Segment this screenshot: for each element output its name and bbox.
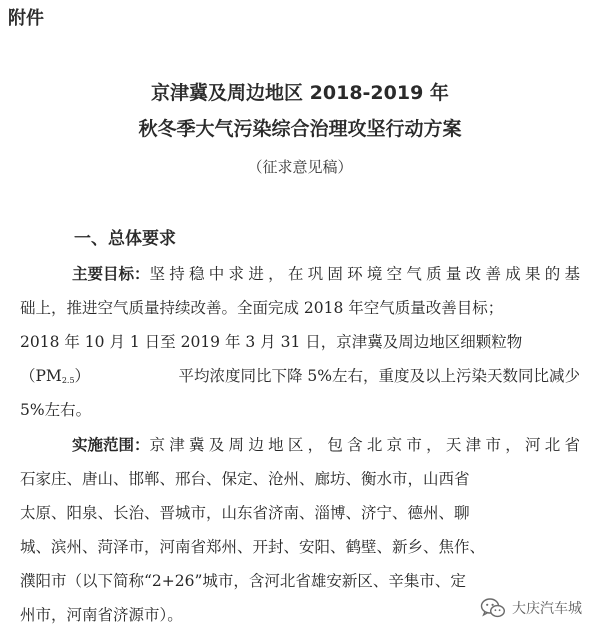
scope-label: 实施范围： [72,436,150,454]
attachment-label: 附件 [8,8,44,29]
goals-line-4: （PM2.5） 平均浓度同比下降 5%左右，重度及以上污染天数同比减少 [20,364,580,386]
watermark-text: 大庆汽车城 [512,601,582,617]
scope-line-4: 城、滨州、菏泽市，河南省郑州、开封、安阳、鹤壁、新乡、焦作、 [20,538,486,556]
goals-line-3: 2018 年 10 月 1 日至 2019 年 3 月 31 日，京津冀及周边地区细颗粒物 [20,333,523,351]
document-title-line-2: 秋冬季大气污染综合治理攻坚行动方案 [138,118,462,140]
goals-line-1 [72,262,580,284]
scope-line-3: 太原、阳泉、长治、晋城市，山东省济南、淄博、济宁、德州、聊 [20,504,470,522]
goals-line-5: 5%左右。 [20,401,92,419]
document-title-line-1: 京津冀及周边地区 2018-2019 年 [151,82,449,104]
scope-text: 京津冀及周边地区，包含北京市，天津市，河北省 [149,436,580,454]
scope-line-6: 州市，河南省济源市）。 [20,606,183,624]
document-subtitle: （征求意见稿） [247,158,353,176]
goals-text: 坚持稳中求进，在巩固环境空气质量改善成果的基 [149,265,580,283]
scope-line-1 [72,433,580,455]
goals-label: 主要目标： [72,265,150,283]
pm-label: （PM2.5） [20,367,91,385]
wechat-icon [480,597,506,619]
scope-line-2: 石家庄、唐山、邯郸、邢台、保定、沧州、廊坊、衡水市，山西省 [20,470,470,488]
watermark [480,597,582,619]
section-heading: 一、总体要求 [74,229,176,249]
goals-line-2: 础上，推进空气质量持续改善。全面完成 2018 年空气质量改善目标； [20,299,504,317]
scope-line-5: 濮阳市（以下简称“2+26”城市，含河北省雄安新区、辛集市、定 [20,572,466,590]
